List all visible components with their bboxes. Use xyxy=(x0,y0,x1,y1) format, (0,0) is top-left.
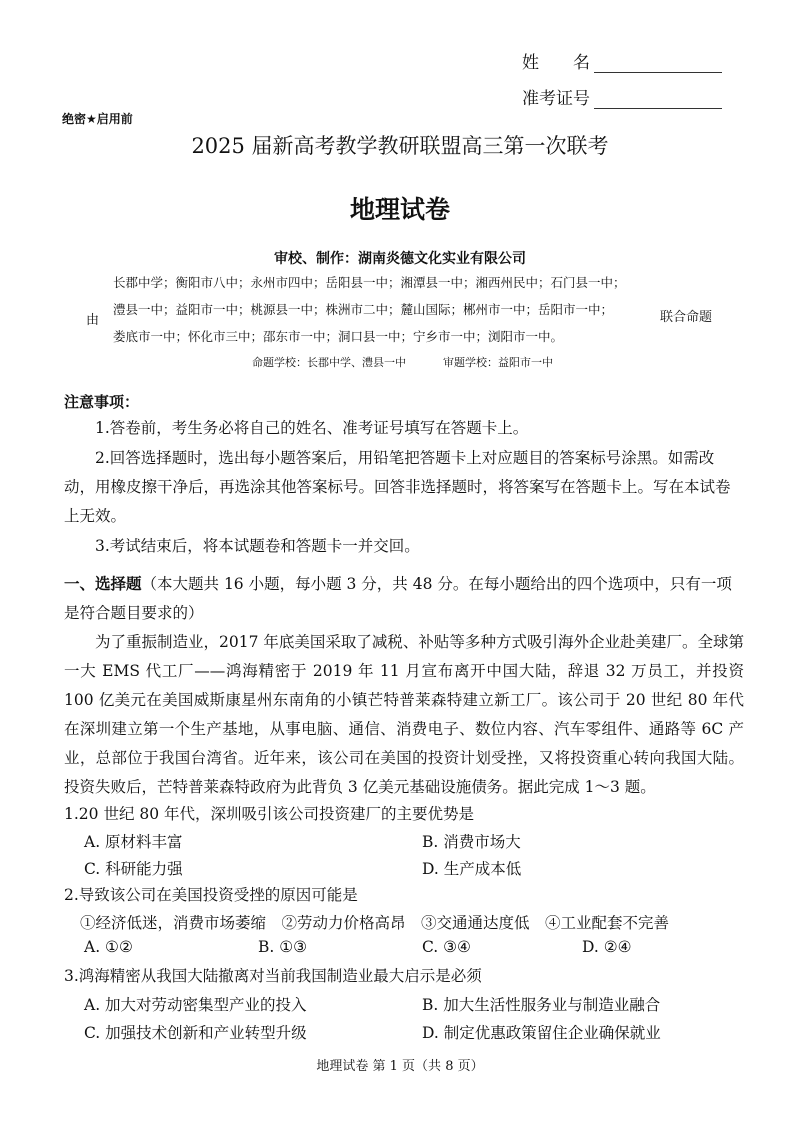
subject-title: 地理试卷 xyxy=(349,195,450,224)
question-stem: 1.20 世纪 80 年代，深圳吸引该公司投资建厂的主要优势是 xyxy=(64,805,475,823)
section-desc: （本大题共 16 小题，每小题 3 分，共 48 分。在每小题给出的四个选项中，只有一项是符合题目要求的） xyxy=(64,575,732,622)
option-c[interactable]: C. ③④ xyxy=(422,938,471,956)
passage: 为了重振制造业，2017 年底美国采取了减税、补贴等多种方式吸引海外企业赴美建厂。全球第一大 EMS 代工厂——鸿海精密于 2019 年 11 月宣布离开中国大陆，辞退 32 万员工，并投资 100 亿美元在美国威斯康星州东南角的小镇芒特普莱森特建立新工厂。该公司于 20 世纪 80 年代在深圳建立第一个生产基地，从事电脑、通信、消费电子、数位内容、汽车零组件、通路等 6C 产业，总部位于我国台湾省。近年来，该公司在美国的投资计划受挫，又将投资重心转向我国大陆。投资失败后，芒特普莱森特政府为此背负 3 亿美元基础设施债务。据此完成 1～3 题。 xyxy=(64,633,744,796)
joint-label: 联合命题 xyxy=(660,310,713,325)
section-header xyxy=(64,570,744,628)
question-stem: 2.导致该公司在美国投资受挫的原因可能是 xyxy=(64,886,358,904)
by-label: 由 xyxy=(86,313,100,328)
exam-title: 2025 届新高考教学教研联盟高三第一次联考 xyxy=(191,134,609,158)
option-c[interactable]: C. 加强技术创新和产业转型升级 xyxy=(84,1024,307,1042)
note-item: 3.考试结束后，将本试题卷和答题卡一并交回。 xyxy=(95,537,420,555)
authors: 命题学校：长郡中学、澧县一中 xyxy=(252,356,406,369)
id-label: 准考证号 xyxy=(522,89,590,109)
name-blank[interactable] xyxy=(594,54,722,73)
note-item: 2.回答选择题时，选出每小题答案后，用铅笔把答题卡上对应题目的答案标号涂黑。如需改动，用橡皮擦干净后，再选涂其他答案标号。回答非选择题时，将答案写在答题卡上。写在本试卷上无效。 xyxy=(64,449,731,525)
name-field[interactable] xyxy=(522,48,722,73)
id-field[interactable] xyxy=(522,84,722,109)
note-item: 1.答卷前，考生务必将自己的姓名、准考证号填写在答题卡上。 xyxy=(95,419,529,437)
option-a[interactable]: A. ①② xyxy=(84,938,133,956)
secret-label: 绝密★启用前 xyxy=(62,112,133,126)
section-title: 一、选择题 xyxy=(64,575,142,593)
question-stem: 3.鸿海精密从我国大陆撤离对当前我国制造业最大启示是必须 xyxy=(64,967,482,985)
name-label: 姓 名 xyxy=(522,53,590,73)
option-b[interactable]: B. 消费市场大 xyxy=(422,833,521,851)
reviewers: 审题学校：益阳市一中 xyxy=(443,356,553,369)
question-items: ①经济低迷，消费市场萎缩 ②劳动力价格高昂 ③交通通达度低 ④工业配套不完善 xyxy=(80,914,670,932)
notes-heading: 注意事项： xyxy=(64,393,140,411)
option-b[interactable]: B. 加大生活性服务业与制造业融合 xyxy=(422,996,661,1014)
id-blank[interactable] xyxy=(594,90,722,109)
option-b[interactable]: B. ①③ xyxy=(258,938,308,956)
page-footer: 地理试卷 第 1 页（共 8 页） xyxy=(316,1059,484,1074)
option-d[interactable]: D. ②④ xyxy=(582,938,632,956)
producer: 审校、制作：湖南炎德文化实业有限公司 xyxy=(274,251,526,267)
option-a[interactable]: A. 原材料丰富 xyxy=(84,833,183,851)
school-line: 娄底市一中；怀化市三中；邵东市一中；洞口县一中；宁乡市一中；浏阳市一中。 xyxy=(113,329,564,344)
school-line: 澧县一中；益阳市一中；桃源县一中；株洲市二中；麓山国际；郴州市一中；岳阳市一中； xyxy=(113,302,614,317)
option-d[interactable]: D. 制定优惠政策留住企业确保就业 xyxy=(422,1024,661,1042)
option-d[interactable]: D. 生产成本低 xyxy=(422,860,522,878)
option-a[interactable]: A. 加大对劳动密集型产业的投入 xyxy=(84,996,307,1014)
option-c[interactable]: C. 科研能力强 xyxy=(84,860,183,878)
school-line: 长郡中学；衡阳市八中；永州市四中；岳阳县一中；湘潭县一中；湘西州民中；石门县一中； xyxy=(113,275,626,290)
